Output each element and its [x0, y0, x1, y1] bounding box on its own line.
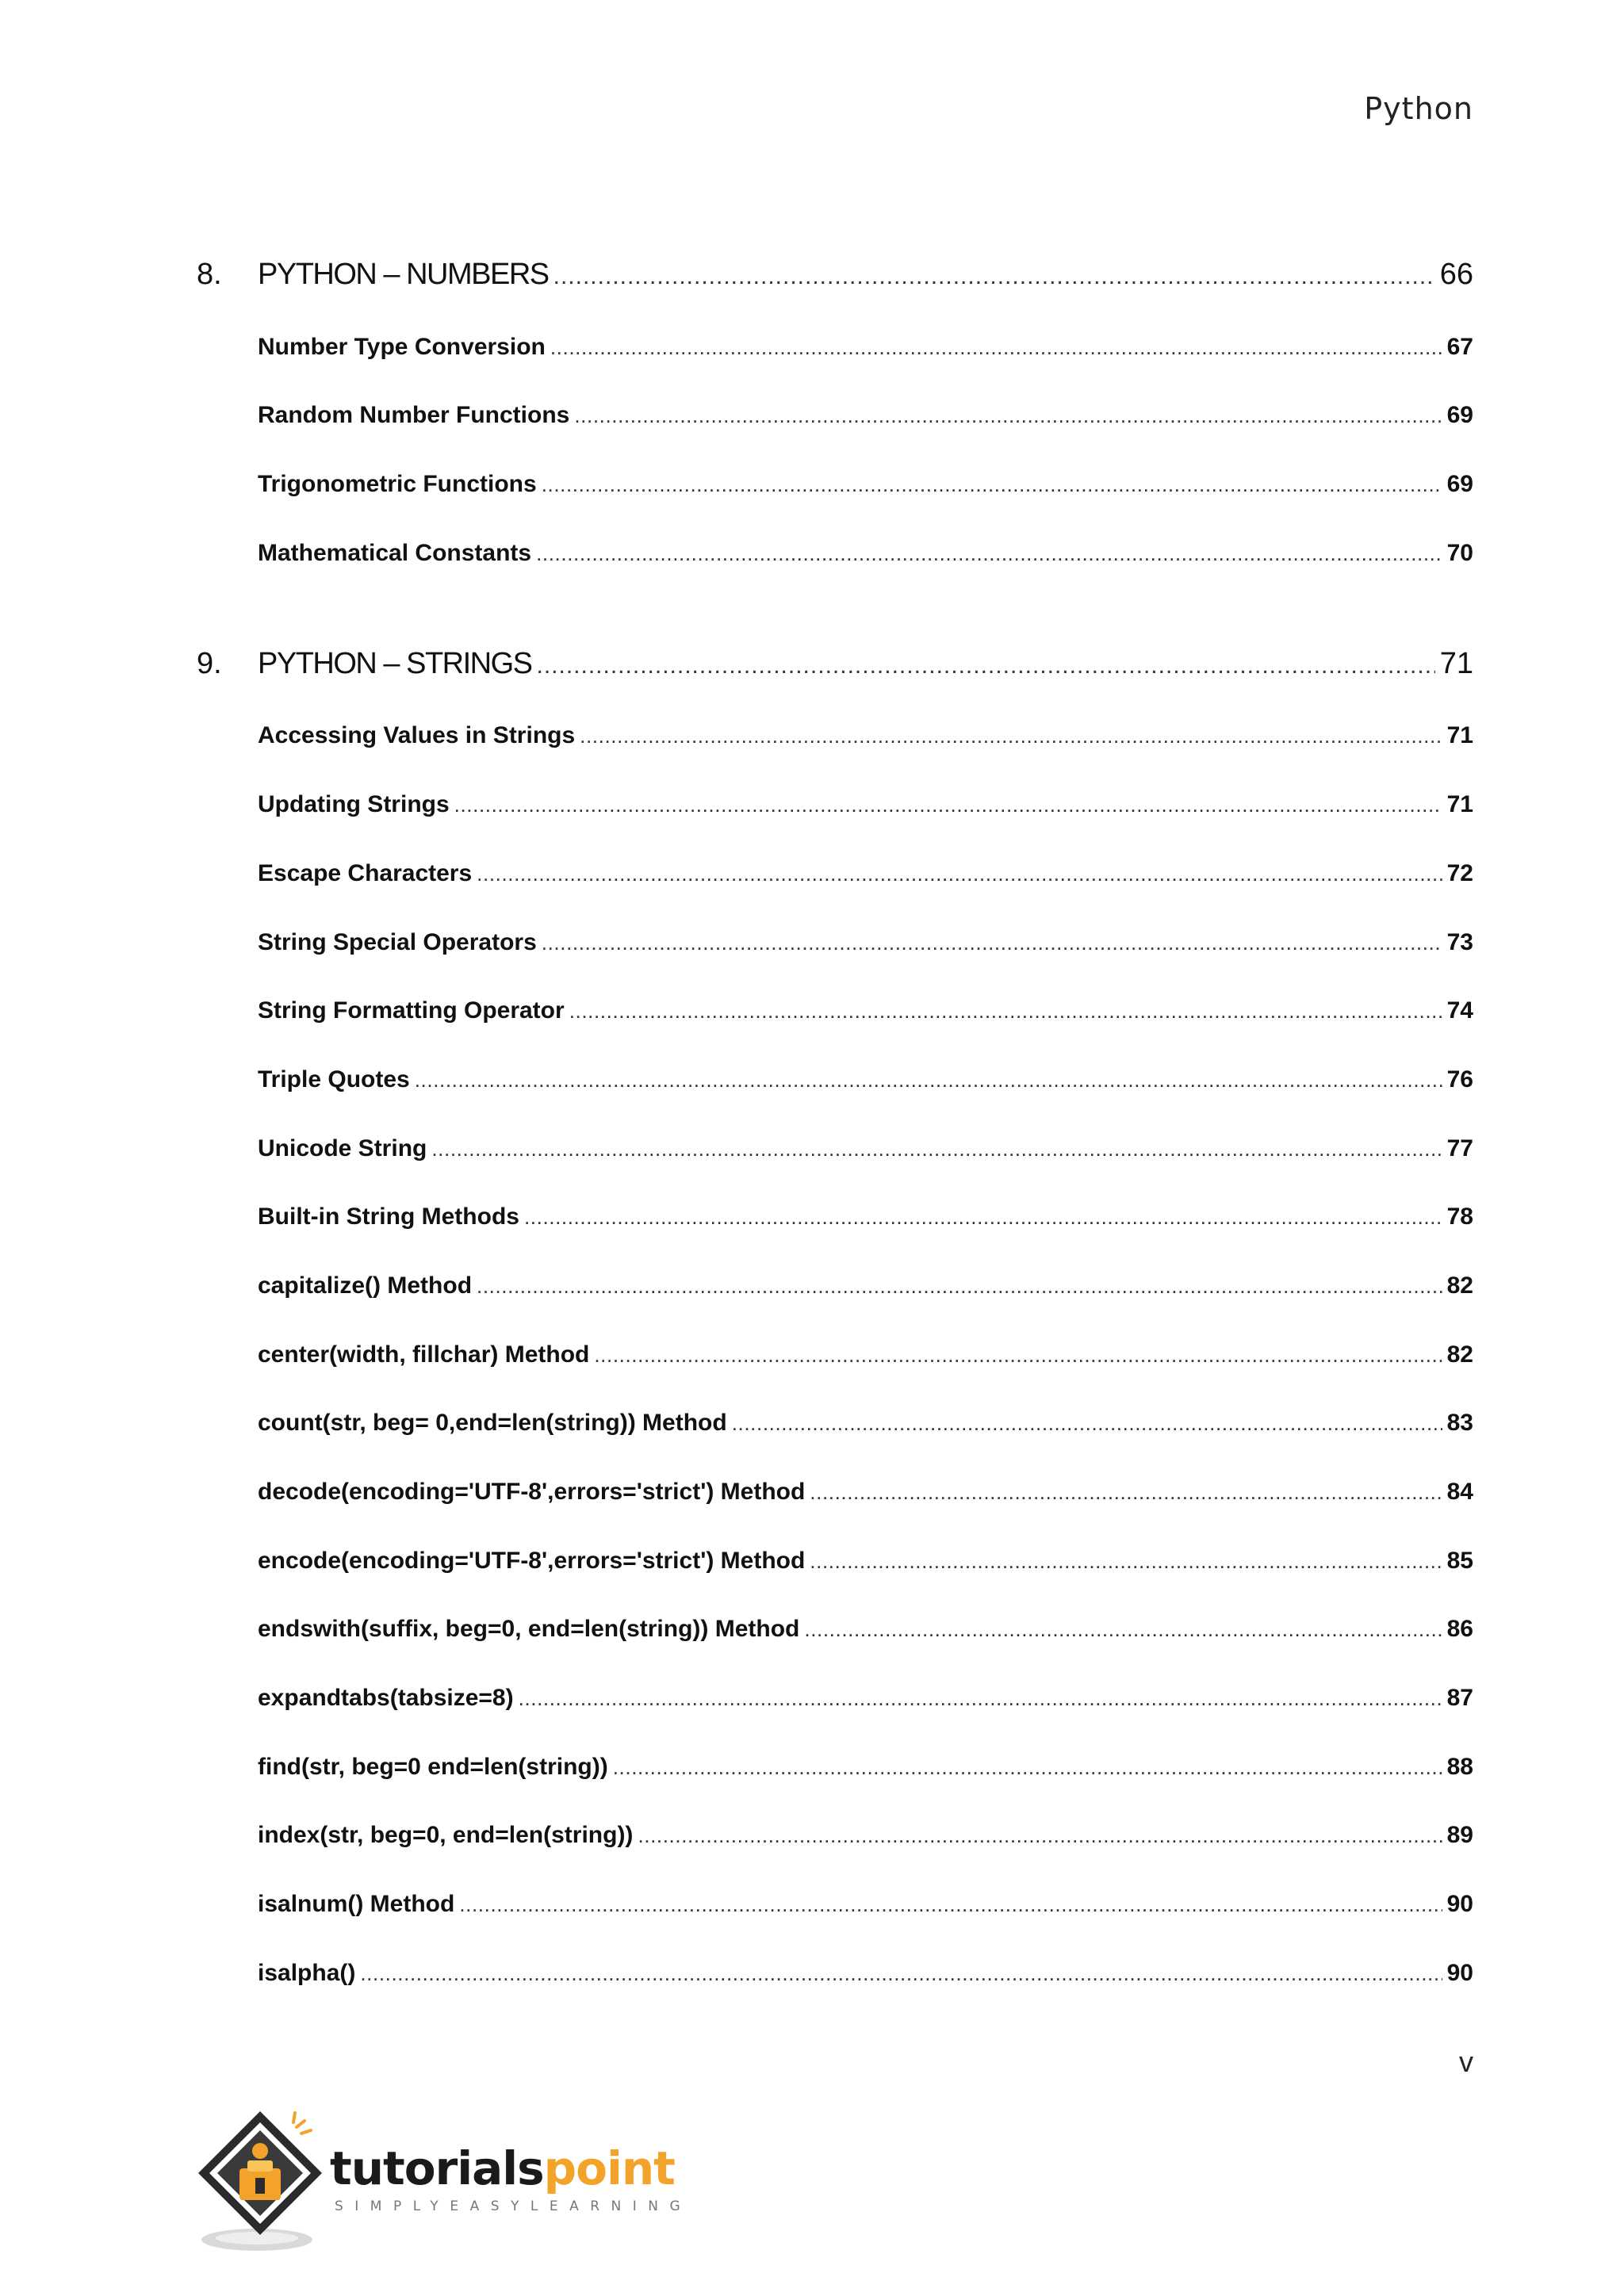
- toc-entry-title: expandtabs(tabsize=8): [258, 1685, 514, 1712]
- dot-leader: [536, 541, 1442, 566]
- toc-entry-page: 86: [1446, 1616, 1473, 1643]
- toc-entry[interactable]: [197, 1386, 1473, 1455]
- toc-entry-page: 67: [1446, 333, 1473, 360]
- chapter-title: PYTHON – NUMBERS: [258, 258, 549, 291]
- logo-tagline: SIMPLYEASYLEARNING: [335, 2198, 692, 2214]
- toc-entry[interactable]: [197, 1454, 1473, 1523]
- toc-entry-title: encode(encoding='UTF-8',errors='strict') Method: [258, 1547, 806, 1574]
- toc-entry-page: 76: [1446, 1066, 1473, 1093]
- toc-entry-title: capitalize() Method: [258, 1272, 473, 1299]
- toc-entry-page: 72: [1446, 859, 1473, 886]
- dot-leader: [431, 1137, 1442, 1161]
- dot-leader: [459, 1892, 1442, 1917]
- toc-entry-page: 90: [1446, 1959, 1473, 1986]
- toc-entry-page: 87: [1446, 1685, 1473, 1712]
- dot-leader: [638, 1823, 1442, 1848]
- chapter-number: 8.: [197, 258, 222, 291]
- toc-entry-page: 82: [1446, 1272, 1473, 1299]
- toc-entry[interactable]: [197, 1729, 1473, 1798]
- dot-leader: [542, 473, 1442, 497]
- toc-entry-title: Escape Characters: [258, 859, 473, 886]
- toc-entry-page: 69: [1446, 402, 1473, 429]
- dot-leader: [810, 1480, 1442, 1505]
- toc-entry[interactable]: [197, 515, 1473, 584]
- toc-entry[interactable]: [197, 1111, 1473, 1180]
- dot-leader: [524, 1205, 1442, 1230]
- dot-leader: [550, 335, 1442, 360]
- toc-entry-title: endswith(suffix, beg=0, end=len(string)) Method: [258, 1616, 800, 1643]
- toc-entry-title: Updating Strings: [258, 791, 450, 818]
- toc-entry-title: count(str, beg= 0,end=len(string)) Method: [258, 1410, 727, 1437]
- toc-entry-page: 71: [1446, 791, 1473, 818]
- toc-entry[interactable]: [197, 1317, 1473, 1386]
- chapter-page-number: 66: [1439, 258, 1473, 291]
- toc-entry[interactable]: [197, 378, 1473, 447]
- toc-entry[interactable]: [197, 1592, 1473, 1661]
- dot-leader: [477, 1274, 1442, 1299]
- toc-chapter[interactable]: [197, 627, 1473, 687]
- toc-entry-page: 70: [1446, 539, 1473, 566]
- dot-leader: [360, 1961, 1442, 1986]
- toc-entry-page: 71: [1446, 722, 1473, 749]
- tutorialspoint-logo: [195, 2105, 692, 2256]
- toc-entry-page: 90: [1446, 1891, 1473, 1918]
- dot-leader: [613, 1755, 1442, 1780]
- dot-leader: [810, 1549, 1442, 1574]
- dot-leader: [594, 1343, 1442, 1368]
- toc-chapter[interactable]: [197, 238, 1473, 298]
- toc-entry[interactable]: [197, 1180, 1473, 1249]
- toc-entry-title: Number Type Conversion: [258, 333, 546, 360]
- logo-diamond-icon: [195, 2105, 330, 2256]
- dot-leader: [553, 263, 1435, 290]
- toc-entry-title: Built-in String Methods: [258, 1203, 519, 1230]
- dot-leader: [415, 1068, 1442, 1093]
- toc-entry-title: index(str, beg=0, end=len(string)): [258, 1822, 634, 1849]
- toc-entry-page: 74: [1446, 997, 1473, 1024]
- page-number: v: [1459, 2045, 1473, 2078]
- dot-leader: [454, 793, 1442, 817]
- chapter-title: PYTHON – STRINGS: [258, 646, 532, 680]
- toc-entry-title: Mathematical Constants: [258, 539, 532, 566]
- toc-entry[interactable]: [197, 1935, 1473, 2004]
- chapter-page-number: 71: [1439, 646, 1473, 680]
- toc-entry[interactable]: [197, 767, 1473, 836]
- dot-leader: [569, 999, 1442, 1024]
- toc-entry[interactable]: [197, 446, 1473, 515]
- toc-entry-title: isalnum() Method: [258, 1891, 455, 1918]
- toc-entry-title: center(width, fillchar) Method: [258, 1341, 590, 1368]
- chapter-number: 9.: [197, 646, 222, 680]
- toc-entry-page: 89: [1446, 1822, 1473, 1849]
- table-of-contents: [197, 238, 1473, 2004]
- dot-leader: [732, 1411, 1442, 1436]
- toc-entry-page: 77: [1446, 1135, 1473, 1161]
- toc-entry[interactable]: [197, 836, 1473, 905]
- toc-entry-title: decode(encoding='UTF-8',errors='strict') Method: [258, 1479, 806, 1505]
- toc-entry-page: 73: [1446, 928, 1473, 955]
- toc-entry-title: Triple Quotes: [258, 1066, 410, 1093]
- toc-entry-title: String Special Operators: [258, 928, 537, 955]
- toc-entry[interactable]: [197, 1523, 1473, 1592]
- dot-leader: [477, 862, 1442, 886]
- toc-entry[interactable]: [197, 1798, 1473, 1867]
- toc-entry-title: Random Number Functions: [258, 402, 570, 429]
- toc-entry-title: find(str, beg=0 end=len(string)): [258, 1753, 608, 1780]
- toc-entry-page: 88: [1446, 1753, 1473, 1780]
- dot-leader: [574, 404, 1442, 428]
- dot-leader: [542, 931, 1442, 955]
- toc-entry-page: 83: [1446, 1410, 1473, 1437]
- toc-entry[interactable]: [197, 974, 1473, 1043]
- toc-entry[interactable]: [197, 1248, 1473, 1317]
- toc-entry[interactable]: [197, 309, 1473, 378]
- toc-entry[interactable]: [197, 1042, 1473, 1111]
- toc-entry[interactable]: [197, 1866, 1473, 1935]
- toc-entry[interactable]: [197, 698, 1473, 767]
- logo-wordmark: tutorialspoint: [330, 2141, 675, 2195]
- dot-leader: [537, 652, 1435, 679]
- toc-entry-page: 84: [1446, 1479, 1473, 1505]
- toc-entry[interactable]: [197, 905, 1473, 974]
- toc-entry-title: Accessing Values in Strings: [258, 722, 576, 749]
- toc-entry[interactable]: [197, 1660, 1473, 1729]
- toc-entry-page: 69: [1446, 471, 1473, 498]
- dot-leader: [519, 1686, 1442, 1711]
- dot-leader: [804, 1617, 1442, 1642]
- toc-entry-title: isalpha(): [258, 1959, 356, 1986]
- toc-entry-page: 85: [1446, 1547, 1473, 1574]
- toc-entry-page: 82: [1446, 1341, 1473, 1368]
- dot-leader: [580, 724, 1442, 748]
- toc-entry-title: String Formatting Operator: [258, 997, 565, 1024]
- toc-entry-title: Unicode String: [258, 1135, 427, 1161]
- toc-entry-title: Trigonometric Functions: [258, 471, 537, 498]
- toc-entry-page: 78: [1446, 1203, 1473, 1230]
- running-header: Python: [1364, 91, 1473, 126]
